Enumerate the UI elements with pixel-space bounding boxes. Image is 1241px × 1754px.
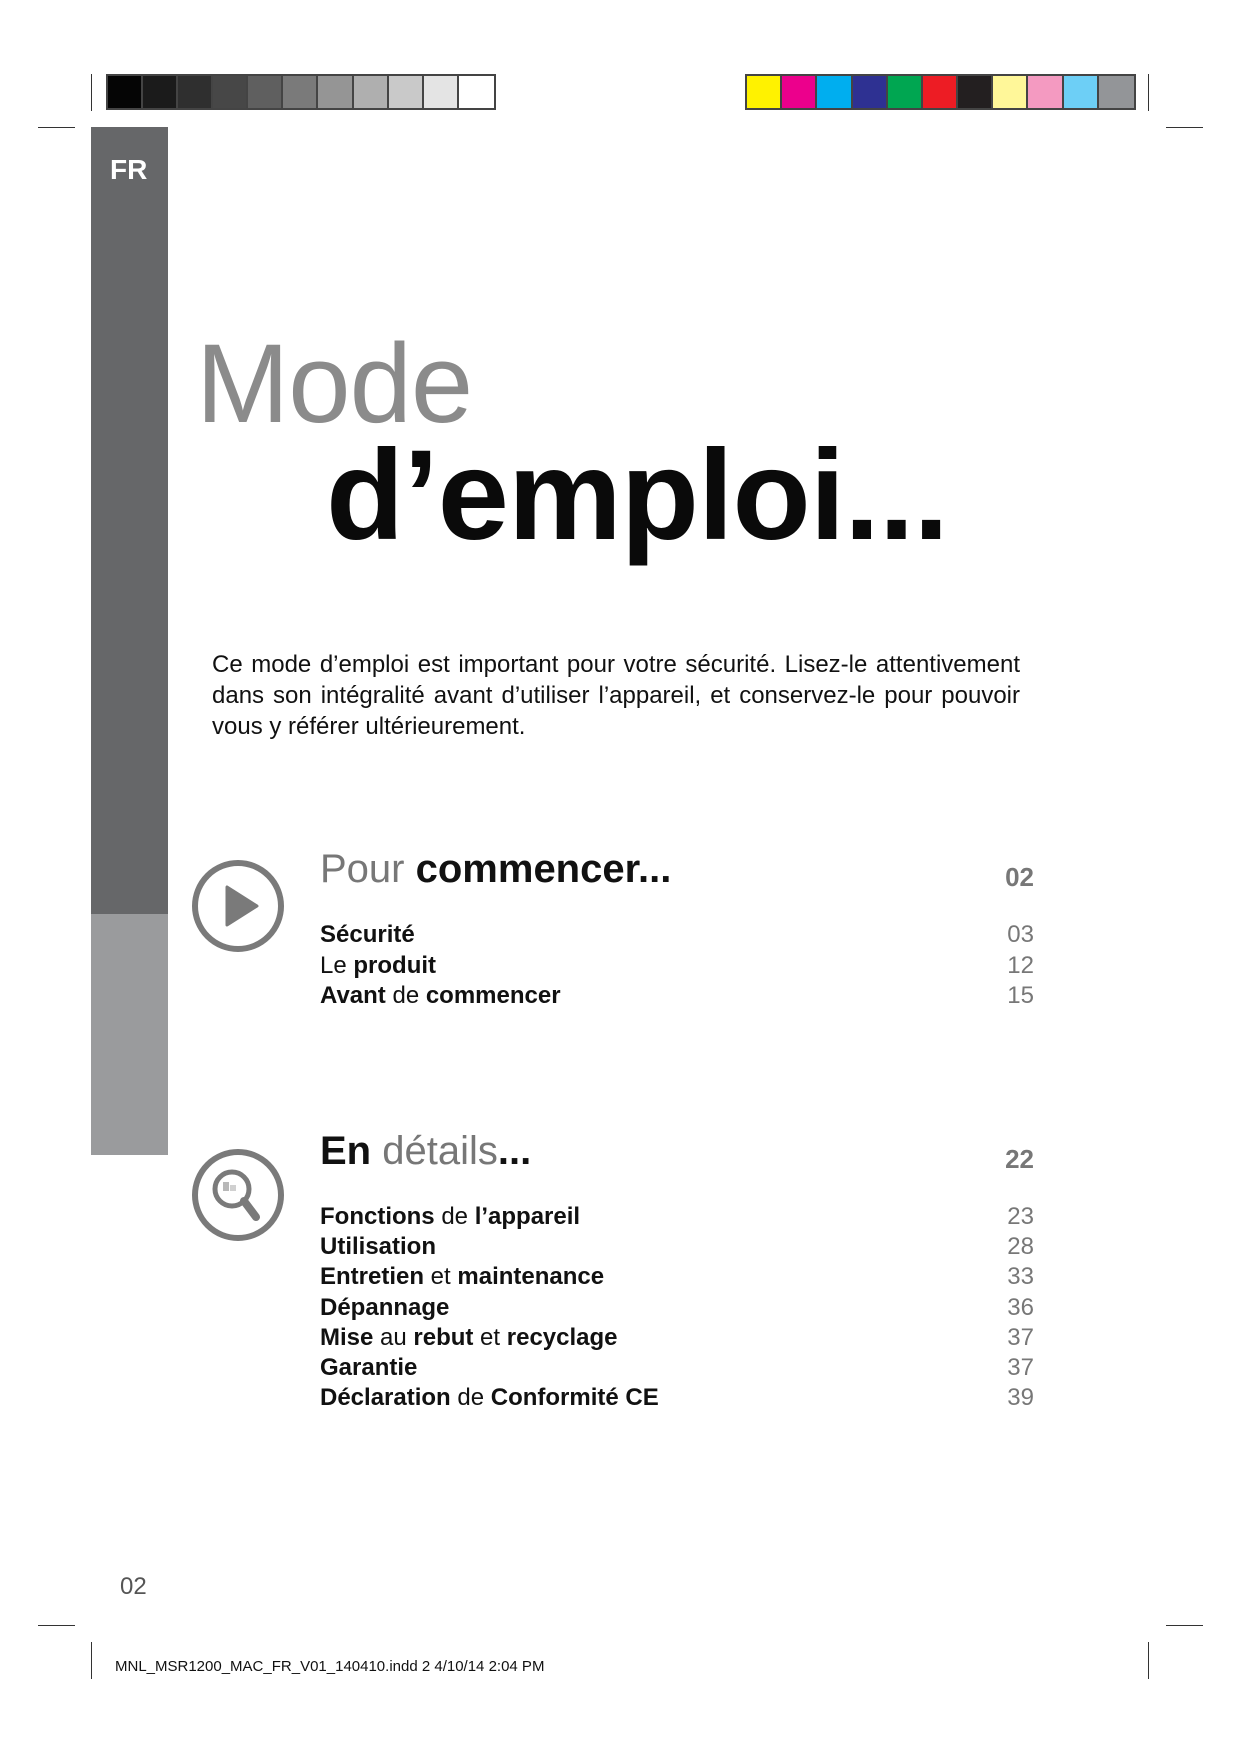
- toc-entry: [320, 982, 561, 1010]
- toc-page-number: 36: [1007, 1293, 1034, 1321]
- section-title-suffix: ...: [497, 1129, 532, 1173]
- toc-entry-text: Conformité CE: [490, 1384, 659, 1412]
- toc-entry-text: de: [434, 1203, 475, 1230]
- crop-mark: [91, 74, 92, 111]
- toc-entry: [320, 952, 436, 980]
- toc-entry-text: maintenance: [457, 1263, 605, 1291]
- color-swatch: [424, 76, 459, 108]
- color-swatch: [143, 76, 178, 108]
- toc-entry-text: Garantie: [320, 1354, 418, 1381]
- crop-mark: [1166, 127, 1203, 128]
- toc-entry-text: Avant: [320, 982, 386, 1009]
- toc-page-number: 03: [1007, 921, 1034, 948]
- color-swatch: [1028, 76, 1063, 108]
- color-swatch: [318, 76, 353, 108]
- toc-entry-text: Sécurité: [320, 921, 415, 948]
- toc-entry-text: et: [473, 1323, 507, 1351]
- toc-entry-text: au: [373, 1323, 414, 1351]
- color-swatch: [958, 76, 993, 108]
- page-number: 02: [120, 1573, 147, 1600]
- toc-entry-text: Déclaration: [320, 1384, 451, 1412]
- crop-mark: [1166, 1625, 1203, 1626]
- toc-entry-text: Dépannage: [320, 1293, 450, 1321]
- color-swatch: [923, 76, 958, 108]
- play-icon: [190, 858, 286, 954]
- intro-paragraph: Ce mode d’emploi est important pour votre sécurité. Lisez-le attentivement dans son intégralité avant d’utiliser l’appareil, et conservez-le pour pouvoir vous y référer ultérieurement.: [212, 651, 1020, 740]
- toc-page-number: 33: [1007, 1263, 1034, 1291]
- sidebar-band-dark: [91, 127, 168, 914]
- section-title-light: détails: [382, 1129, 498, 1173]
- grayscale-color-bar: [106, 74, 496, 110]
- toc-page-number: 12: [1007, 951, 1034, 979]
- toc-entry-text: Fonctions: [320, 1203, 435, 1230]
- toc-entry: [320, 1324, 618, 1352]
- toc-entry-text: et: [424, 1263, 458, 1291]
- color-swatch: [213, 76, 248, 108]
- toc-entry-text: recyclage: [506, 1323, 618, 1351]
- magnifier-icon: [190, 1147, 286, 1243]
- toc-entry-text: de: [450, 1384, 491, 1412]
- crop-mark: [1148, 74, 1149, 111]
- file-slug: MNL_MSR1200_MAC_FR_V01_140410.indd 2 4/10/14 2:04 PM: [115, 1658, 545, 1675]
- color-swatch: [1064, 76, 1099, 108]
- color-swatch: [354, 76, 389, 108]
- section-title-bold: commencer...: [415, 847, 672, 891]
- toc-entry-text: de: [385, 982, 426, 1009]
- toc-page-number: 23: [1007, 1203, 1034, 1230]
- color-swatch: [817, 76, 852, 108]
- sidebar-band-light: [91, 914, 168, 1155]
- color-swatch: [459, 76, 494, 108]
- toc-entry: [320, 1203, 580, 1231]
- color-swatch: [782, 76, 817, 108]
- toc-entry-text: produit: [353, 951, 437, 979]
- color-swatch: [853, 76, 888, 108]
- toc-entry-text: commencer: [425, 982, 561, 1009]
- section-page-number: 02: [1005, 862, 1034, 892]
- section-title-light: Pour: [320, 847, 405, 891]
- color-swatch: [283, 76, 318, 108]
- process-color-bar: [745, 74, 1136, 110]
- color-swatch: [1099, 76, 1134, 108]
- toc-page-number: 37: [1007, 1323, 1034, 1351]
- color-swatch: [108, 76, 143, 108]
- title-line-2: d’emploi...: [326, 424, 948, 567]
- color-swatch: [993, 76, 1028, 108]
- toc-entry: [320, 1263, 604, 1291]
- section-title-bold: En: [320, 1129, 372, 1173]
- crop-mark: [1148, 1642, 1149, 1679]
- language-label: FR: [110, 154, 148, 185]
- toc-entry-text: Utilisation: [320, 1233, 437, 1261]
- toc-entry-text: Entretien: [320, 1263, 425, 1291]
- toc-entry: [320, 921, 415, 949]
- toc-page-number: 37: [1007, 1354, 1034, 1381]
- toc-entry-text: Le: [320, 951, 354, 979]
- toc-entry-text: l’appareil: [474, 1203, 581, 1230]
- toc-page-number: 28: [1007, 1233, 1034, 1261]
- section-title-details: [320, 1131, 531, 1171]
- toc-entry: [320, 1384, 659, 1412]
- toc-entry-text: rebut: [413, 1323, 474, 1351]
- toc-entry: [320, 1354, 417, 1382]
- toc-page-number: 39: [1007, 1384, 1034, 1412]
- color-swatch: [178, 76, 213, 108]
- crop-mark: [38, 127, 75, 128]
- color-swatch: [248, 76, 283, 108]
- color-swatch: [888, 76, 923, 108]
- toc-entry: [320, 1233, 436, 1261]
- toc-page-number: 15: [1007, 982, 1034, 1009]
- section-title-getting-started: [320, 849, 671, 889]
- toc-entry: [320, 1294, 449, 1322]
- color-swatch: [747, 76, 782, 108]
- toc-entry-text: Mise: [320, 1323, 374, 1351]
- title-line-1: Mode: [196, 321, 473, 446]
- color-swatch: [389, 76, 424, 108]
- crop-mark: [38, 1625, 75, 1626]
- section-page-number: 22: [1005, 1144, 1034, 1174]
- crop-mark: [91, 1642, 92, 1679]
